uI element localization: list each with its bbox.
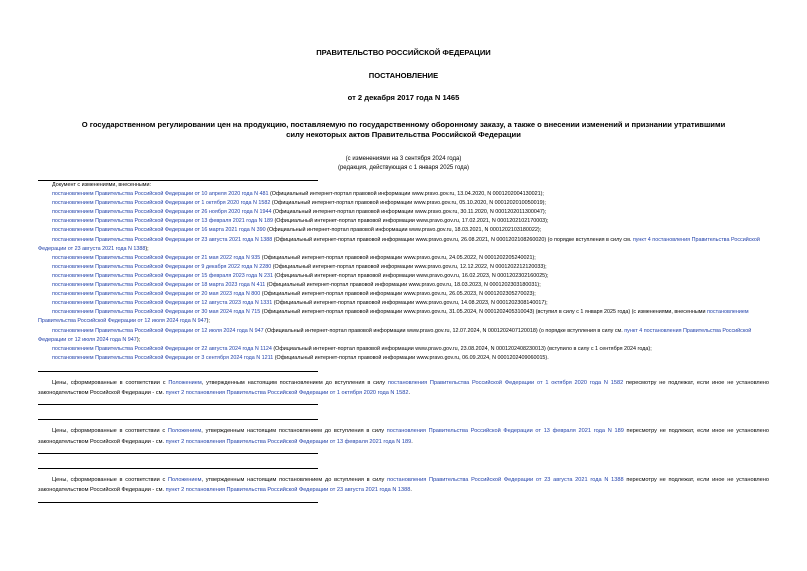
amendment-sub-link[interactable]: пункт 4 постановления Правительства Российской Федерации от 12 июля 2024 года N 947 (38, 327, 752, 343)
amendment-item: постановлением Правительства Российской Федерации от 16 марта 2021 года N 390 (Официальный интернет-портал правовой информации www.pravo.gov.ru, 18.03.2021, N 0001202103180022); (52, 227, 542, 234)
resolution-link[interactable]: постановления Правительства Российской Федерации от 23 августа 2021 года N 1388 (387, 477, 624, 484)
amendment-link[interactable]: постановлением Правительства Российской Федерации от 21 мая 2022 года N 935 (52, 254, 261, 261)
edition-note: (редакция, действующая с 1 января 2025 года) (337, 165, 470, 171)
amendment-item: постановлением Правительства Российской Федерации от 9 декабря 2022 года N 2280 (Официальный интернет-портал правовой информации www.pravo.gov.ru, 12.12.2022, N 0001202212120033); (52, 263, 547, 270)
government-heading: ПРАВИТЕЛЬСТВО РОССИЙСКОЙ ФЕДЕРАЦИИ (316, 48, 491, 57)
divider (38, 502, 318, 503)
divider (38, 453, 318, 454)
amendment-sub-link[interactable]: пункт 4 постановления Правительства Российской Федерации от 23 августа 2021 года N 1388 (38, 236, 760, 252)
amendment-item: постановлением Правительства Российской Федерации от 26 ноября 2020 года N 1944 (Официальный интернет-портал правовой информации www.pravo.gov.ru, 30.11.2020, N 0001202011300047); (52, 209, 547, 216)
price-note: Цены, сформированные в соответствии с Положением, утвержденным настоящим постановлением до вступления в силу постановления Правительства Российской Федерации от 13 февраля 2021 года N 189 пересмотру не подлежат, если иное не установлено законодательством Российской Федерации - см. пункт 2 постановления Правительства Российской Федерации от 13 февраля 2021 года N 189. (38, 428, 769, 445)
price-note: Цены, сформированные в соответствии с Положением, утвержденным настоящим постановлением до вступления в силу постановления Правительства Российской Федерации от 1 октября 2020 года N 1582 пересмотру не подлежат, если иное не установлено законодательством Российской Федерации - см. пункт 2 постановления Правительства Российской Федерации от 1 октября 2020 года N 1582. (38, 379, 769, 397)
amendment-link[interactable]: постановлением Правительства Российской Федерации от 22 августа 2024 года N 1124 (52, 345, 272, 352)
amendment-link[interactable]: постановлением Правительства Российской Федерации от 9 декабря 2022 года N 2280 (52, 263, 272, 270)
document-type-heading: ПОСТАНОВЛЕНИЕ (368, 71, 439, 80)
clause-link[interactable]: пункт 2 постановления Правительства Российской Федерации от 1 октября 2020 года N 1582 (165, 390, 409, 397)
document-date-number: от 2 декабря 2017 года N 1465 (347, 93, 460, 102)
amendments-intro: Документ с изменениями, внесенными: (52, 182, 151, 188)
clause-link[interactable]: пункт 2 постановления Правительства Российской Федерации от 13 февраля 2021 года N 189 (165, 438, 412, 445)
amendment-item: постановлением Правительства Российской Федерации от 15 февраля 2023 года N 231 (Официальный интернет-портал правовой информации www.pravo.gov.ru, 16.02.2023, N 0001202302160025); (52, 272, 549, 279)
amendment-item: постановлением Правительства Российской Федерации от 30 мая 2024 года N 715 (Официальный интернет-портал правовой информации www.pravo.gov.ru, 31.05.2024, N 0001202405310043) (вступил в силу с 1 января 2025 года) (с изменениями, внесенными постановлением Правительства Российской Федерации от 12 июля 2024 года N 947); (38, 309, 749, 325)
amendment-item: постановлением Правительства Российской Федерации от 12 августа 2023 года N 1331 (Официальный интернет-портал правовой информации www.pravo.gov.ru, 14.08.2023, N 0001202308140017); (52, 300, 548, 307)
amendment-item: постановлением Правительства Российской Федерации от 20 мая 2023 года N 800 (Официальный интернет-портал правовой информации www.pravo.gov.ru, 26.05.2023, N 0001202305270023); (52, 291, 536, 298)
amendment-link[interactable]: постановлением Правительства Российской Федерации от 16 марта 2021 года N 390 (52, 227, 266, 234)
regulation-link[interactable]: Положением (167, 428, 202, 435)
amendment-item: постановлением Правительства Российской Федерации от 23 августа 2021 года N 1388 (Официальный интернет-портал правовой информации www.pravo.gov.ru, 26.08.2021, N 0001202108260020) (о порядке вступления в силу см. пункт 4 постановления Правительства Российской Федерации от 23 августа 2021 года N 1388); (38, 236, 760, 252)
amendment-link[interactable]: постановлением Правительства Российской Федерации от 10 апреля 2020 года N 481 (52, 191, 269, 198)
divider (38, 419, 318, 420)
amendment-item: постановлением Правительства Российской Федерации от 18 марта 2023 года N 411 (Официальный интернет-портал правовой информации www.pravo.gov.ru, 18.03.2023, N 0001202303180031); (52, 282, 541, 289)
amendment-item: постановлением Правительства Российской Федерации от 3 сентября 2024 года N 1211 (Официальный интернет-портал правовой информации www.pravo.gov.ru, 06.09.2024, N 0001202409060015). (52, 354, 549, 361)
divider (38, 468, 318, 469)
amendment-link[interactable]: постановлением Правительства Российской Федерации от 30 мая 2024 года N 715 (52, 309, 261, 316)
regulation-link[interactable]: Положением (168, 477, 202, 484)
divider (38, 404, 318, 405)
amendment-item: постановлением Правительства Российской Федерации от 10 апреля 2020 года N 481 (Официальный интернет-портал правовой информации www.pravo.gov.ru, 13.04.2020, N 0001202004130021); (52, 191, 544, 198)
amendment-sub-link[interactable]: постановлением Правительства Российской Федерации от 12 июля 2024 года N 947 (38, 309, 749, 325)
amendment-link[interactable]: постановлением Правительства Российской Федерации от 15 февраля 2023 года N 231 (52, 272, 274, 279)
amendments-list (38, 181, 769, 363)
resolution-link[interactable]: постановления Правительства Российской Федерации от 13 февраля 2021 года N 189 (386, 428, 624, 435)
changes-note: (с изменениями на 3 сентября 2024 года) (345, 156, 462, 162)
divider (38, 371, 318, 372)
amendment-link[interactable]: постановлением Правительства Российской Федерации от 26 ноября 2020 года N 1944 (52, 209, 272, 216)
amendment-item: постановлением Правительства Российской Федерации от 22 августа 2024 года N 1124 (Официальный интернет-портал правовой информации www.pravo.gov.ru, 23.08.2024, N 0001202408230013) (вступило в силу с 1 сентября 2024 года); (52, 345, 652, 352)
amendment-link[interactable]: постановлением Правительства Российской Федерации от 1 октября 2020 года N 1582 (52, 200, 271, 207)
document-title: О государственном регулировании цен на продукцию, поставляемую по государственному оборонному заказу, а также о внесении изменений и признании утратившими силу некоторых актов Правительства Российской Федерации (81, 120, 726, 139)
price-note: Цены, сформированные в соответствии с Положением, утвержденным настоящим постановлением до вступления в силу постановления Правительства Российской Федерации от 23 августа 2021 года N 1388 пересмотру не подлежат, если иное не установлено законодательством Российской Федерации - см. пункт 2 постановления Правительства Российской Федерации от 23 августа 2021 года N 1388. (38, 477, 769, 494)
amendment-item: постановлением Правительства Российской Федерации от 1 октября 2020 года N 1582 (Официальный интернет-портал правовой информации www.pravo.gov.ru, 05.10.2020, N 0001202010050019); (52, 200, 546, 207)
resolution-link[interactable]: постановления Правительства Российской Федерации от 1 октября 2020 года N 1582 (387, 379, 624, 386)
amendment-link[interactable]: постановлением Правительства Российской Федерации от 13 февраля 2021 года N 189 (52, 218, 274, 225)
amendment-item: постановлением Правительства Российской Федерации от 21 мая 2022 года N 935 (Официальный интернет-портал правовой информации www.pravo.gov.ru, 24.05.2022, N 0001202205240021); (52, 254, 536, 261)
amendment-link[interactable]: постановлением Правительства Российской Федерации от 18 марта 2023 года N 411 (52, 282, 266, 289)
clause-link[interactable]: пункт 2 постановления Правительства Российской Федерации от 23 августа 2021 года N 1388 (165, 487, 411, 494)
amendment-link[interactable]: постановлением Правительства Российской Федерации от 12 августа 2023 года N 1331 (52, 300, 273, 307)
amendment-item: постановлением Правительства Российской Федерации от 13 февраля 2021 года N 189 (Официальный интернет-портал правовой информации www.pravo.gov.ru, 17.02.2021, N 0001202102170003); (52, 218, 549, 225)
amendment-item: постановлением Правительства Российской Федерации от 12 июля 2024 года N 947 (Официальный интернет-портал правовой информации www.pravo.gov.ru, 12.07.2024, N 0001202407120018) (о порядке вступления в силу см. пункт 4 постановления Правительства Российской Федерации от 12 июля 2024 года N 947); (38, 327, 752, 343)
amendment-link[interactable]: постановлением Правительства Российской Федерации от 3 сентября 2024 года N 1211 (52, 354, 274, 361)
amendment-link[interactable]: постановлением Правительства Российской Федерации от 23 августа 2021 года N 1388 (52, 236, 273, 243)
regulation-link[interactable]: Положением (168, 379, 202, 386)
amendment-link[interactable]: постановлением Правительства Российской Федерации от 12 июля 2024 года N 947 (52, 327, 264, 334)
amendment-link[interactable]: постановлением Правительства Российской Федерации от 20 мая 2023 года N 800 (52, 291, 261, 298)
